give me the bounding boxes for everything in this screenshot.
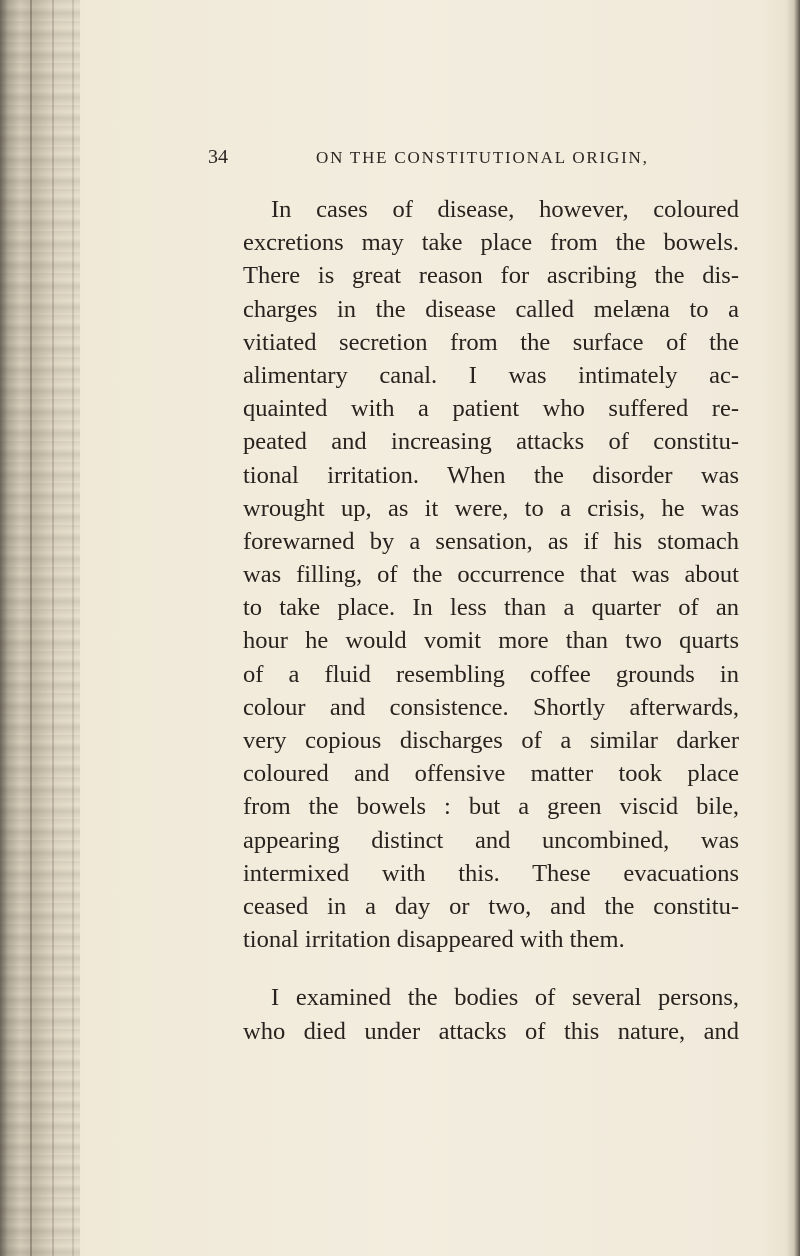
- body-text: [243, 193, 739, 1048]
- text-line: There is great reason for ascribing the dis-: [243, 262, 739, 290]
- page-number: 34: [208, 146, 228, 168]
- text-line: of a fluid resembling coffee grounds in: [243, 660, 739, 688]
- text-line: who died under attacks of this nature, and: [243, 1017, 739, 1045]
- paragraph: [243, 981, 739, 1047]
- binding-gutter: [0, 0, 80, 1256]
- page-edge-shadow: [786, 0, 800, 1256]
- running-title: ON THE CONSTITUTIONAL ORIGIN,: [316, 148, 649, 167]
- text-line: wrought up, as it were, to a crisis, he was: [243, 494, 739, 522]
- text-line: appearing distinct and uncombined, was: [243, 826, 739, 854]
- text-line: was filling, of the occurrence that was about: [243, 561, 739, 589]
- text-line: forewarned by a sensation, as if his stomach: [243, 527, 739, 555]
- text-line: charges in the disease called melæna to a: [243, 295, 739, 323]
- text-line: In cases of disease, however, coloured: [271, 196, 739, 223]
- text-line: vitiated secretion from the surface of the: [243, 328, 739, 356]
- gutter-crease: [52, 0, 54, 1256]
- text-line: hour he would vomit more than two quarts: [243, 627, 739, 655]
- text-line: tional irritation. When the disorder was: [243, 461, 739, 489]
- text-line: coloured and offensive matter took place: [243, 760, 739, 788]
- text-line: peated and increasing attacks of constitu-: [243, 428, 739, 456]
- text-line: very copious discharges of a similar darker: [243, 727, 739, 754]
- text-line: I examined the bodies of several persons,: [271, 984, 739, 1012]
- text-line: quainted with a patient who suffered re-: [243, 395, 739, 423]
- text-line: colour and consistence. Shortly afterwards,: [243, 693, 739, 721]
- text-line: tional irritation disappeared with them.: [243, 926, 625, 954]
- text-line: to take place. In less than a quarter of an: [243, 594, 739, 622]
- text-line: intermixed with this. These evacuations: [243, 859, 739, 887]
- text-line: alimentary canal. I was intimately ac-: [243, 361, 739, 389]
- text-line: ceased in a day or two, and the constitu-: [243, 892, 739, 920]
- gutter-crease: [72, 0, 74, 1256]
- running-header: [208, 146, 728, 176]
- text-line: from the bowels : but a green viscid bile,: [243, 793, 739, 821]
- paragraph-gap: [243, 956, 739, 981]
- gutter-crease: [30, 0, 32, 1256]
- text-line: excretions may take place from the bowels.: [243, 229, 739, 257]
- paragraph: [243, 193, 739, 956]
